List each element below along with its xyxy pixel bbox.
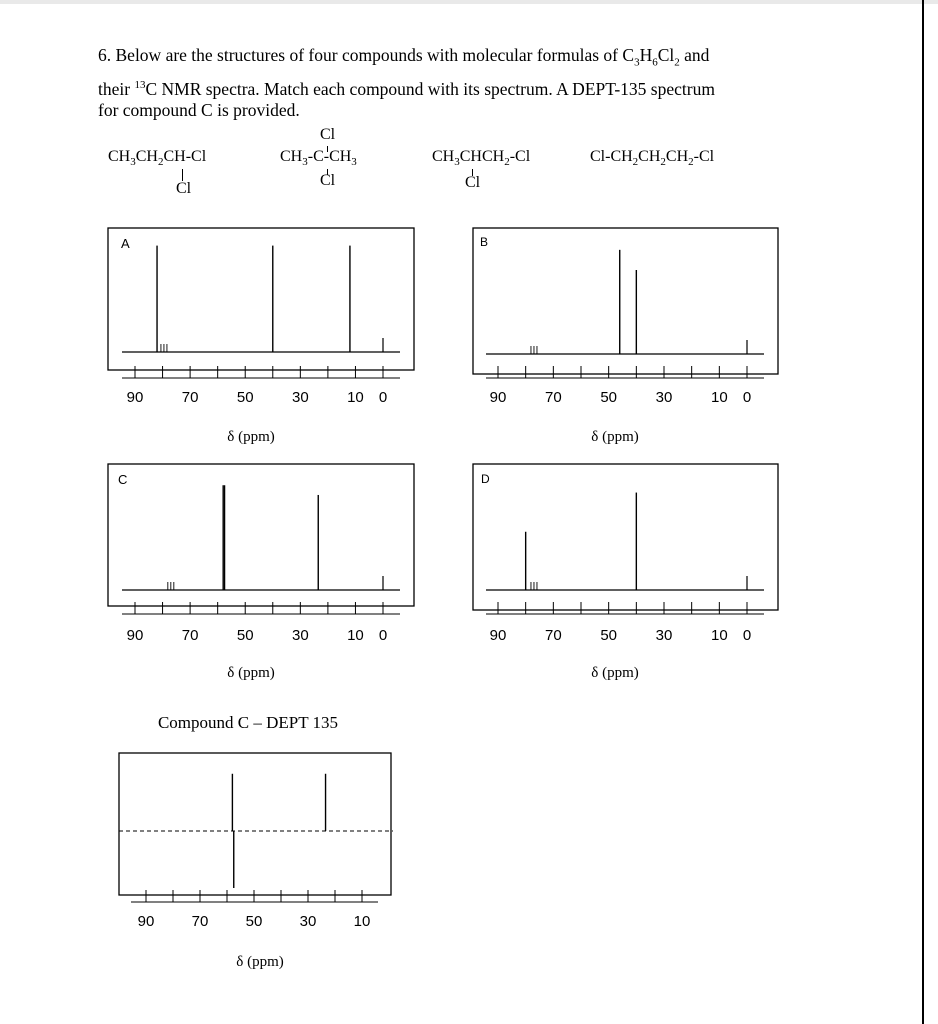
spectrum-panel-d (473, 464, 778, 681)
spectrum-c-xlabel: δ (ppm) (227, 665, 275, 681)
structure-3-substituent: Cl (465, 174, 481, 191)
spectrum-panel-b (473, 228, 778, 445)
x-tick-label: 30 (655, 389, 673, 406)
structure-3: $CH_3CHCH_2-Cl$ (432, 148, 531, 169)
question-line-2: their $^{13}$C NMR spectra. Match each compound with its spectrum. A DEPT-135 spectrum (98, 78, 715, 99)
x-tick-label: 0 (378, 627, 388, 644)
question-line-3: for compound C is provided. (98, 100, 300, 121)
dept-135-xlabel: δ (ppm) (236, 954, 284, 970)
spectrum-d-label: D (481, 472, 490, 486)
spectrum-b-label: B (480, 235, 489, 249)
structure-2-bottom-substituent: Cl (320, 172, 336, 189)
x-tick-label: 90 (137, 913, 155, 930)
x-tick-label: 90 (126, 389, 144, 406)
x-tick-label: 0 (378, 389, 388, 406)
x-tick-label: 50 (245, 913, 263, 930)
structure-1-substituent: Cl (176, 180, 192, 197)
x-tick-label: 0 (742, 389, 752, 406)
spectrum-panel-a (108, 228, 414, 445)
x-tick-label: 0 (742, 627, 752, 644)
x-tick-label: 30 (291, 627, 309, 644)
x-tick-label: 50 (236, 627, 254, 644)
structure-1: $CH_3CH_2CH-Cl$ (108, 148, 207, 169)
x-tick-label: 10 (710, 389, 728, 406)
x-tick-label: 50 (236, 389, 254, 406)
x-tick-label: 70 (191, 913, 209, 930)
spectrum-d-xlabel: δ (ppm) (591, 665, 639, 681)
x-tick-label: 70 (181, 389, 199, 406)
spectrum-a-label: A (121, 236, 130, 251)
x-tick-label: 70 (544, 627, 562, 644)
structure-4: $Cl-CH_2CH_2CH_2-Cl$ (590, 148, 715, 169)
spectrum-a-frame (108, 228, 414, 370)
structure-2-top-substituent: Cl (320, 126, 336, 143)
spectrum-c-label: C (118, 472, 128, 487)
x-tick-label: 50 (600, 627, 618, 644)
spectrum-panel-c (108, 464, 414, 681)
spectrum-d-frame (473, 464, 778, 610)
x-tick-label: 10 (347, 389, 364, 406)
spectrum-a-xlabel: δ (ppm) (227, 429, 275, 445)
dept-135-frame (119, 753, 391, 895)
x-tick-label: 50 (600, 389, 618, 406)
x-tick-label: 30 (291, 389, 309, 406)
x-tick-label: 30 (655, 627, 673, 644)
x-tick-label: 10 (710, 627, 728, 644)
x-tick-label: 70 (544, 389, 562, 406)
x-tick-label: 90 (489, 389, 507, 406)
spectrum-b-xlabel: δ (ppm) (591, 429, 639, 445)
spectrum-b-frame (473, 228, 778, 374)
x-tick-label: 10 (353, 913, 371, 930)
dept-135-panel (119, 713, 393, 970)
x-tick-label: 70 (181, 627, 199, 644)
dept-135-title: Compound C – DEPT 135 (157, 713, 339, 732)
spectrum-c-frame (108, 464, 414, 606)
x-tick-label: 90 (126, 627, 144, 644)
x-tick-label: 10 (347, 627, 364, 644)
x-tick-label: 90 (489, 627, 507, 644)
structure-2: $CH_3-C-CH_3$ (280, 148, 357, 169)
question-line-1: 6. Below are the structures of four compounds with molecular formulas of $C_3H_6Cl_2$ and (98, 45, 710, 69)
x-tick-label: 30 (299, 913, 317, 930)
